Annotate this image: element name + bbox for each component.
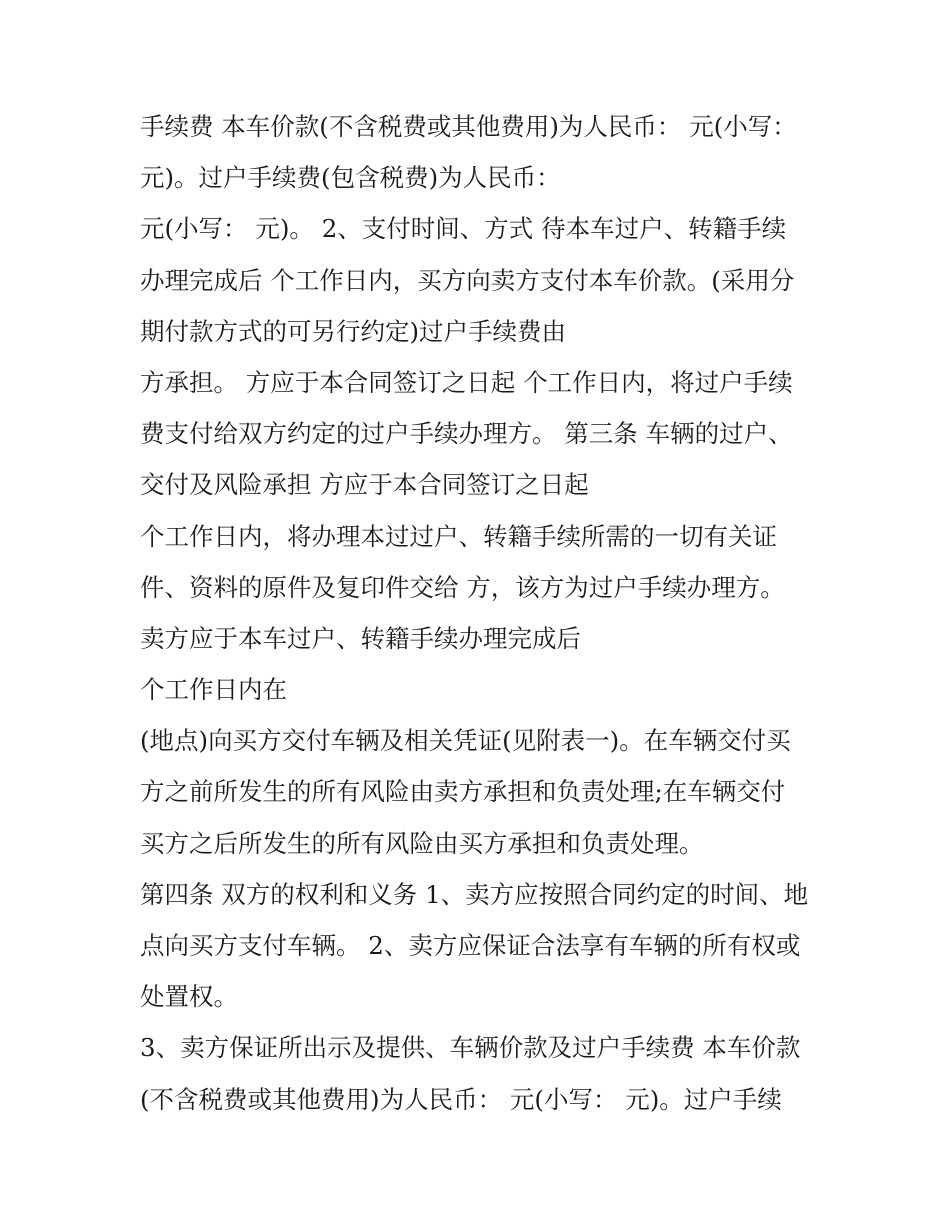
text-line: 点向买方支付车辆。 2、卖方应保证合法享有车辆的所有权或 [140, 931, 801, 960]
document-body [140, 101, 820, 1125]
text-line: 买方之后所发生的所有风险由买方承担和负责处理。 [140, 828, 704, 858]
text-line: 3、卖方保证所出示及提供、车辆价款及过户手续费 本车价款 [140, 1033, 801, 1063]
text-line: (不含税费或其他费用)为人民币： 元(小写： 元)。过户手续 [140, 1084, 782, 1114]
text-line: 元)。过户手续费(包含税费)为人民币： [140, 163, 561, 193]
text-line: 办理完成后 个工作日内，买方向卖方支付本车价款。(采用分 [140, 265, 795, 295]
text-line: 件、资料的原件及复印件交给 方，该方为过户手续办理方。 [140, 572, 785, 602]
text-line: (地点)向买方交付车辆及相关凭证(见附表一)。在车辆交付买 [140, 726, 791, 756]
text-line: 元(小写： 元)。 2、支付时间、方式 待本车过户、转籍手续 [140, 214, 787, 244]
text-line: 处置权。 [140, 982, 238, 1012]
text-line: 卖方应于本车过户、转籍手续办理完成后 [140, 623, 581, 653]
text-line: 个工作日内，将办理本过过户、转籍手续所需的一切有关证 [140, 521, 777, 551]
text-line: 交付及风险承担 方应于本合同签订之日起 [140, 470, 589, 500]
text-line: 费支付给双方约定的过户手续办理方。 第三条 车辆的过户、 [140, 419, 793, 449]
text-line: 期付款方式的可另行约定)过户手续费由 [140, 316, 567, 346]
text-line: 手续费 本车价款(不含税费或其他费用)为人民币： 元(小写： [140, 112, 797, 141]
text-line: 方承担。 方应于本合同签订之日起 个工作日内，将过户手续 [140, 367, 793, 397]
text-line: 第四条 双方的权利和义务 1、卖方应按照合同约定的时间、地 [140, 879, 809, 909]
text-line: 个工作日内在 [140, 675, 287, 705]
text-line: 方之前所发生的所有风险由卖方承担和负责处理;在车辆交付 [140, 777, 786, 807]
